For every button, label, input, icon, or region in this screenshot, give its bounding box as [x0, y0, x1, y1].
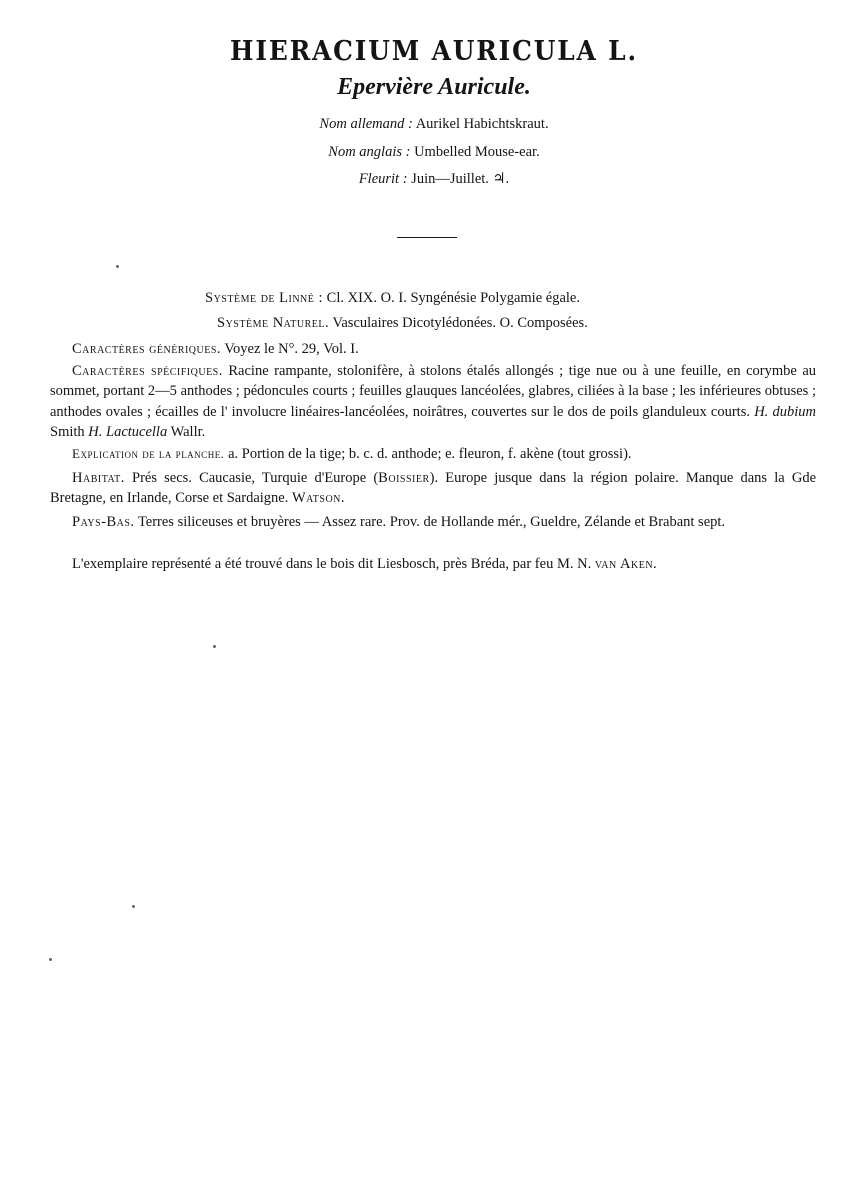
- paper-speck: [132, 905, 135, 908]
- specimen-paragraph: [72, 554, 816, 574]
- page-title: HIERACIUM AURICULA L.: [230, 36, 638, 67]
- german-name-value: Aurikel Habichtskraut.: [415, 116, 549, 132]
- paper-speck: [213, 645, 216, 648]
- synonym-2: H. Lactucella: [88, 423, 168, 440]
- specific-characters-paragraph: [50, 361, 816, 442]
- paper-speck: [49, 958, 52, 961]
- habitat-label: Habitat.: [72, 470, 125, 486]
- german-name-label: Nom allemand :: [319, 116, 413, 132]
- english-name-value: Umbelled Mouse-ear.: [414, 144, 540, 160]
- specific-characters-label: Caractères spécifiques.: [72, 363, 223, 379]
- netherlands-label: Pays-Bas.: [72, 514, 135, 530]
- linne-system-label: Système de Linné :: [205, 290, 324, 306]
- specimen-text: L'exemplaire représenté a été trouvé dans le bois dit Liesbosch, près Bréda, par feu M. N.: [72, 556, 592, 572]
- habitat-text-1: Prés secs. Caucasie, Turquie d'Europe (: [132, 470, 379, 486]
- page-subtitle: Epervière Auricule.: [337, 74, 531, 100]
- natural-system-label: Système Naturel.: [217, 315, 330, 331]
- flowering-label: Fleurit :: [358, 171, 408, 187]
- paper-speck: [116, 265, 119, 268]
- synonym-2-author: Wallr.: [170, 423, 206, 440]
- habitat-boissier: Boissier: [378, 470, 430, 486]
- plate-explanation-label: Explication de la planche.: [72, 446, 225, 461]
- linne-system-line: [205, 290, 580, 307]
- linne-system-value: Cl. XIX. O. I. Syngénésie Polygamie égale.: [326, 290, 580, 306]
- section-divider: [397, 237, 457, 238]
- flowering-value: Juin—Juillet. ♃.: [411, 171, 510, 187]
- habitat-watson: Watson.: [291, 490, 346, 507]
- habitat-text-2: ). Europe jusque dans la région polaire. Manque dans la Gde Bretagne, en Irlande, Corse et Sardaigne.: [50, 470, 816, 507]
- netherlands-paragraph: [50, 512, 816, 532]
- synonym-1: H. dubium: [754, 403, 816, 420]
- natural-system-value: Vasculaires Dicotylédonées. O. Composées.: [332, 315, 588, 331]
- flowering-line: [0, 171, 868, 188]
- habitat-paragraph: [50, 468, 816, 509]
- generic-characters-text: Voyez le N°. 29, Vol. I.: [224, 341, 359, 357]
- generic-characters-paragraph: [72, 339, 816, 359]
- plate-explanation-text: a. Portion de la tige; b. c. d. anthode; e. fleuron, f. akène (tout grossi).: [228, 446, 632, 462]
- plate-explanation-paragraph: [72, 444, 816, 464]
- netherlands-text: Terres siliceuses et bruyères — Assez rare. Prov. de Hollande mér., Gueldre, Zélande et Brabant sept.: [137, 514, 726, 530]
- specific-characters-text: Racine rampante, stolonifère, à stolons étalés allongés ; tige nue ou à une feuille, en corymbe au sommet, portant 2—5 anthodes ; pédoncules courts ; feuilles glauques lancéolées, glabres, ciliées à la base ; les inférieures obtuses ; anthodes ovales ; écailles de l' involucre linéaires-lancéolées, noirâtres, couvertes sur le dos de poils glanduleux courts.: [50, 363, 817, 420]
- synonym-1-author: Smith: [50, 423, 85, 440]
- german-name-line: [0, 116, 868, 133]
- specimen-collector: van Aken.: [594, 556, 658, 572]
- english-name-label: Nom anglais :: [328, 144, 411, 160]
- generic-characters-label: Caractères génériques.: [72, 341, 222, 357]
- english-name-line: [0, 144, 868, 161]
- natural-system-line: [217, 315, 588, 332]
